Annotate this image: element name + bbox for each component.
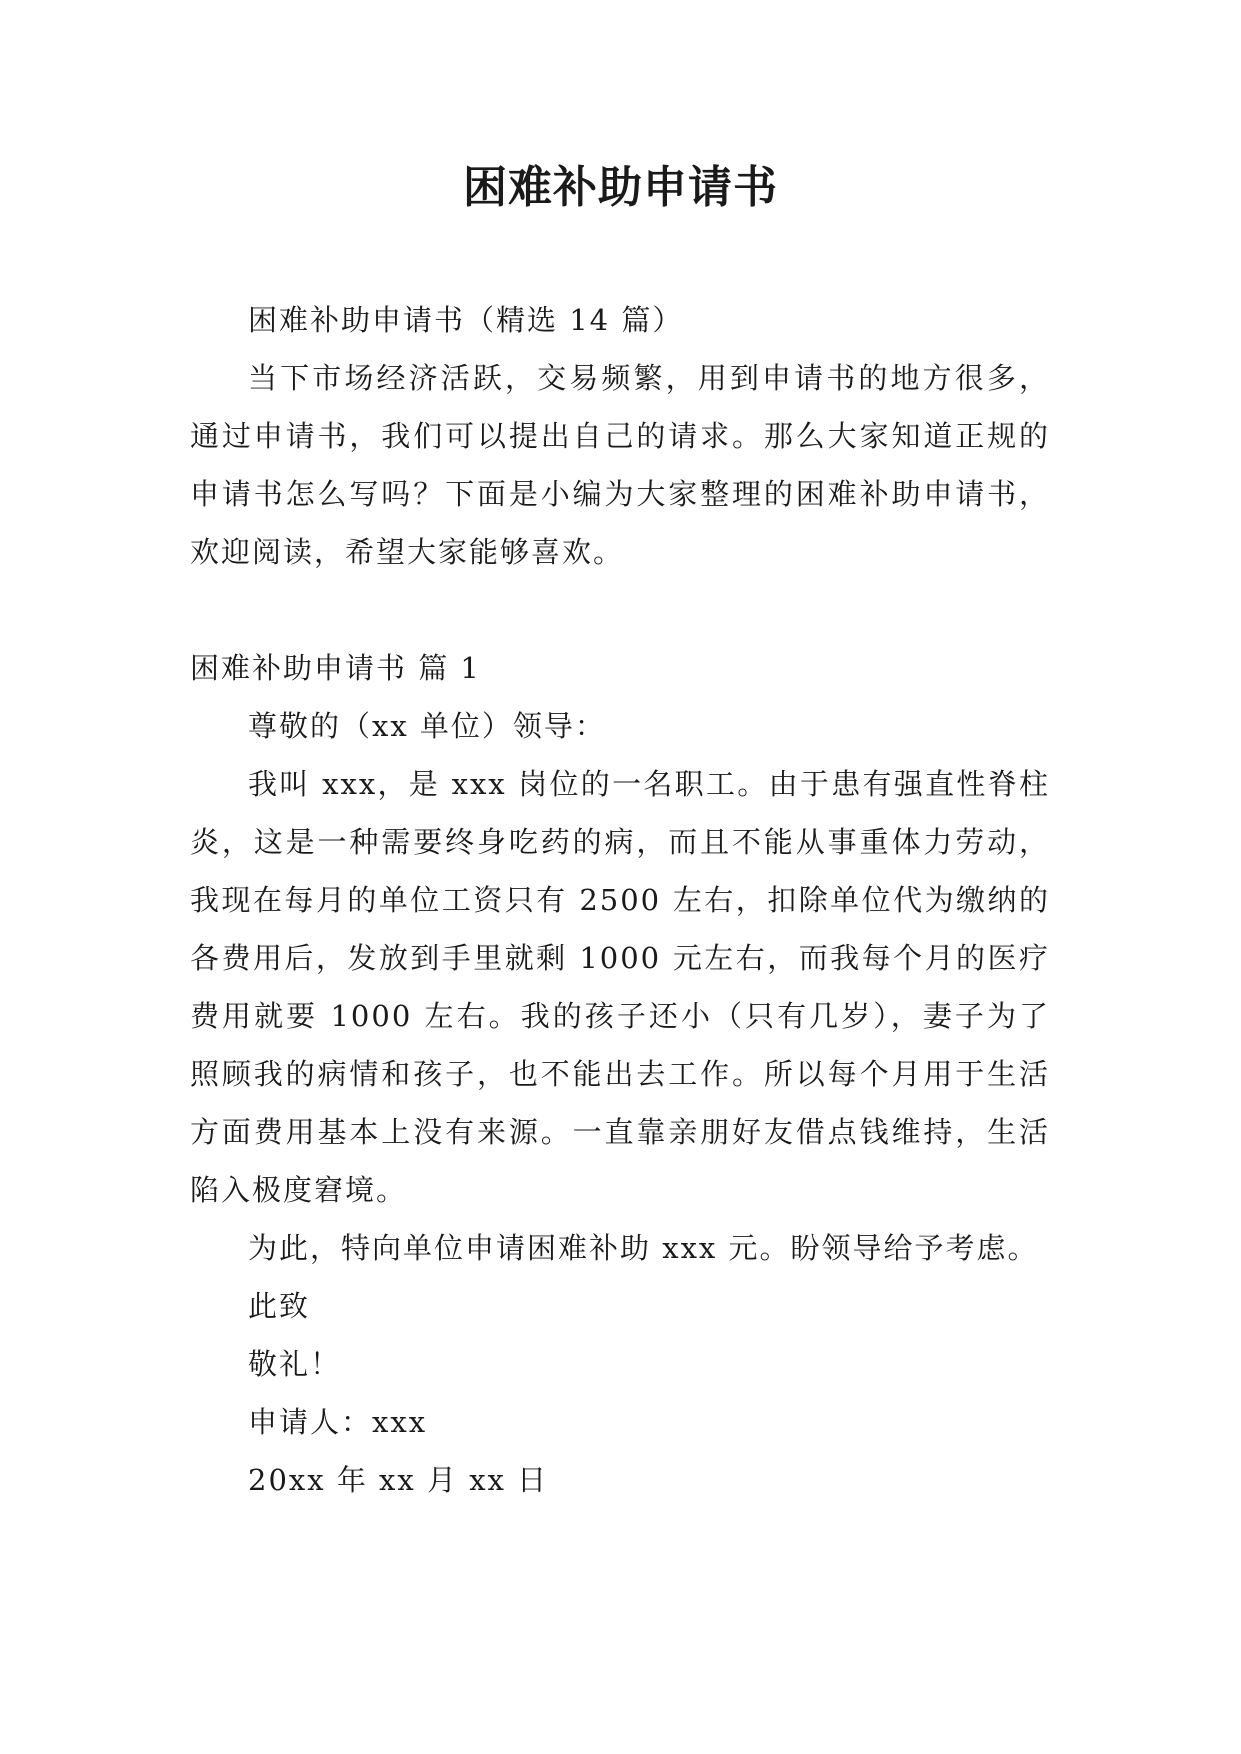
salutation: 尊敬的（xx 单位）领导： <box>248 709 606 743</box>
request-paragraph: 为此，特向单位申请困难补助 xxx 元。盼领导给予考虑。 <box>248 1231 1039 1265</box>
body-paragraph: 我叫 xxx，是 xxx 岗位的一名职工。由于患有强直性脊柱炎，这是一种需要终身吃药的病，而且不能从事重体力劳动，我现在每月的单位工资只有 2500 左右，扣除单位代为缴纳的各费用后，发放到手里就剩 1000 元左右，而我每个月的医疗费用就要 1000 左右。我的孩子还小（只有几岁），妻子为了照顾我的病情和孩子，也不能出去工作。所以每个月用于生活方面费用基本上没有来源。一直靠亲朋好友借点钱维持，生活陷入极度窘境。 <box>190 767 1050 1207</box>
closing-line-2: 敬礼！ <box>248 1347 342 1381</box>
closing-line-1: 此致 <box>248 1289 311 1323</box>
document-body <box>190 291 1050 1509</box>
paragraph-spacer <box>190 581 1050 639</box>
date-line: 20xx 年 xx 月 xx 日 <box>248 1463 549 1497</box>
subtitle: 困难补助申请书（精选 14 篇） <box>248 303 684 337</box>
intro-paragraph: 当下市场经济活跃，交易频繁，用到申请书的地方很多，通过申请书，我们可以提出自己的请求。那么大家知道正规的申请书怎么写吗？下面是小编为大家整理的困难补助申请书，欢迎阅读，希望大家能够喜欢。 <box>190 361 1050 569</box>
document-title: 困难补助申请书 <box>463 162 778 213</box>
applicant-line: 申请人：xxx <box>248 1405 428 1439</box>
section-heading: 困难补助申请书 篇 1 <box>190 651 481 685</box>
